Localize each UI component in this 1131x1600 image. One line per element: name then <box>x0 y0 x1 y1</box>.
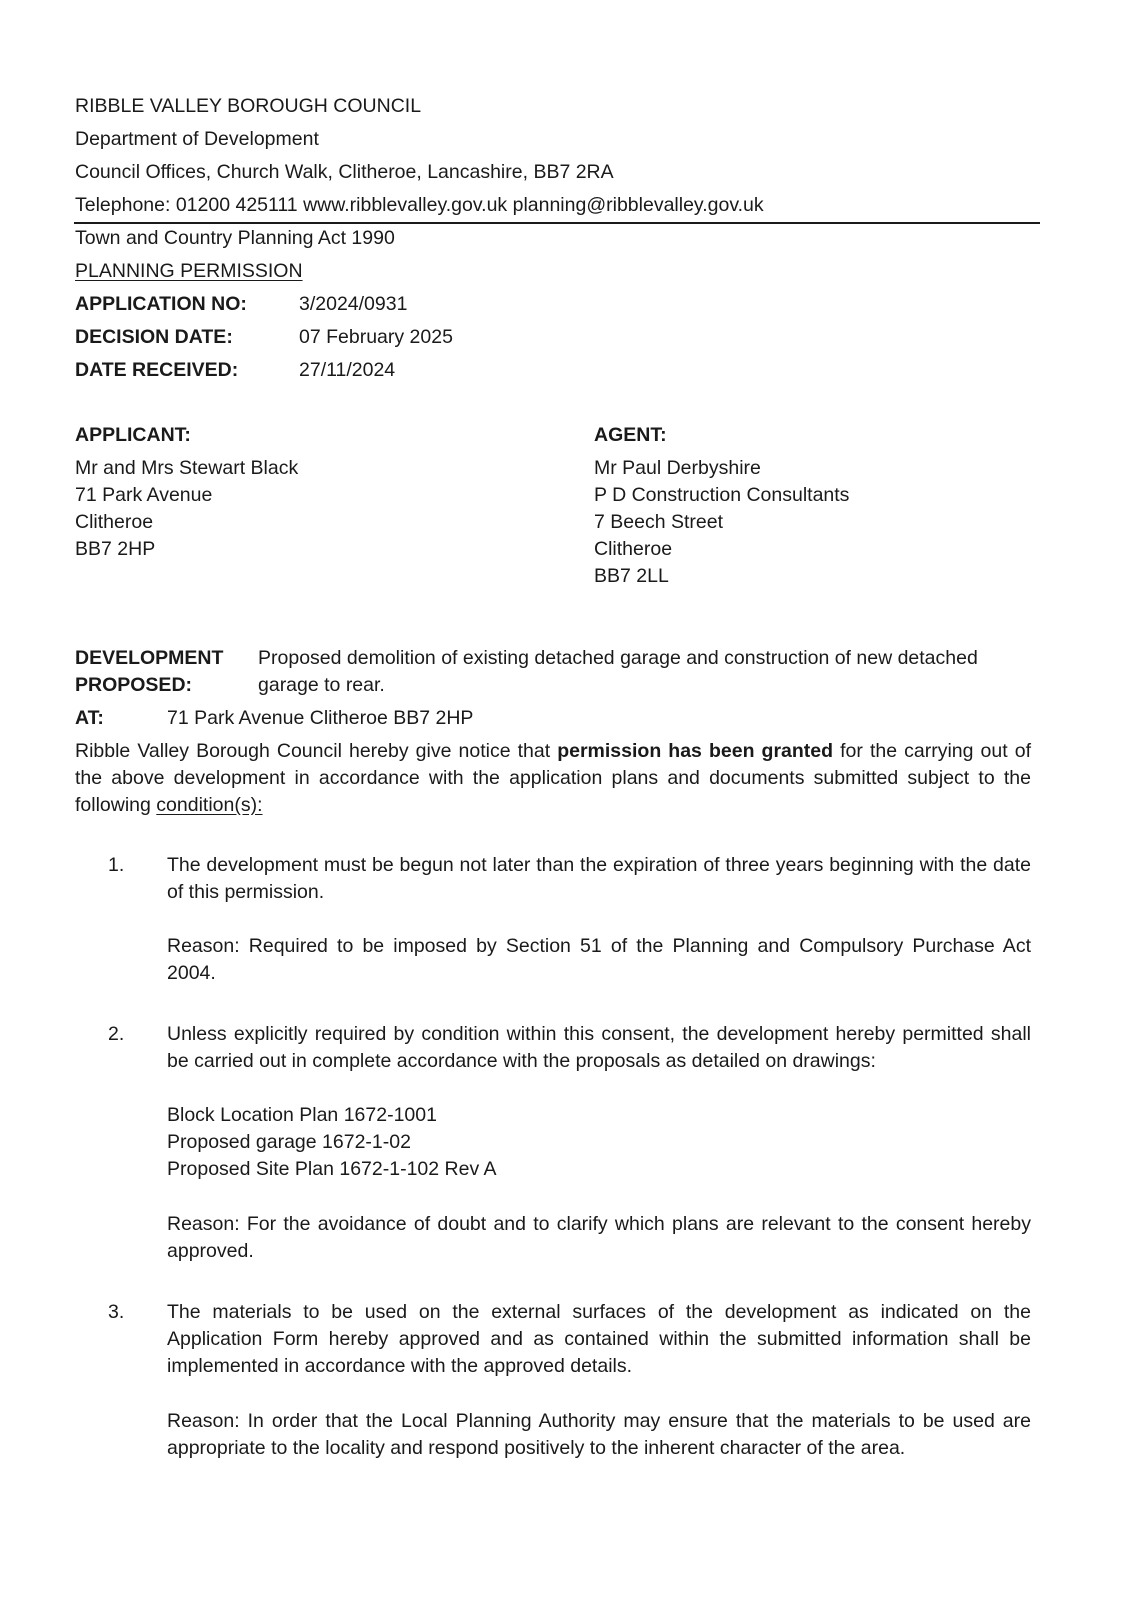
condition-number: 2. <box>108 1023 125 1045</box>
applicant-line: Mr and Mrs Stewart Black <box>75 457 299 479</box>
conditions-heading: condition(s): <box>156 794 263 816</box>
condition-text: Unless explicitly required by condition within this consent, the development hereby permitted shall be carried out in complete accordance with the proposals as detailed on drawings: <box>167 1023 1031 1072</box>
notice-text: Ribble Valley Borough Council hereby give notice that <box>75 740 558 762</box>
act-title: Town and Country Planning Act 1990 <box>75 227 395 249</box>
permission-notice <box>75 738 1031 819</box>
drawing-reference: Block Location Plan 1672-1001 <box>167 1104 437 1126</box>
date-received-value: 27/11/2024 <box>299 359 396 381</box>
condition-number: 1. <box>108 854 125 876</box>
drawing-reference: Proposed garage 1672-1-02 <box>167 1131 411 1153</box>
agent-line: BB7 2LL <box>594 565 669 587</box>
development-label: PROPOSED: <box>75 674 193 696</box>
condition-text: The materials to be used on the external surfaces of the development as indicated on the Application Form hereby approved and as contained within the submitted information shall be implemented in accordance with the approved details. <box>167 1301 1031 1377</box>
permission-type: PLANNING PERMISSION <box>75 260 303 282</box>
agent-line: Clitheroe <box>594 538 673 560</box>
agent-line: Mr Paul Derbyshire <box>594 457 761 479</box>
development-description: Proposed demolition of existing detached garage and construction of new detached <box>258 647 978 669</box>
header-divider <box>74 222 1040 224</box>
applicant-line: Clitheroe <box>75 511 154 533</box>
department-name: Department of Development <box>75 128 319 150</box>
development-label: DEVELOPMENT <box>75 647 224 669</box>
condition-text: The development must be begun not later than the expiration of three years beginning with the date of this permission. <box>167 854 1031 903</box>
application-no-value: 3/2024/0931 <box>299 293 408 315</box>
council-name: RIBBLE VALLEY BOROUGH COUNCIL <box>75 95 422 117</box>
site-label: AT: <box>75 707 104 729</box>
notice-decision: permission has been granted <box>557 740 834 762</box>
agent-heading: AGENT: <box>594 424 667 446</box>
condition-reason: Reason: In order that the Local Planning Authority may ensure that the materials to be used are appropriate to the locality and respond positively to the inherent character of the area. <box>167 1410 1031 1459</box>
council-address: Council Offices, Church Walk, Clitheroe, Lancashire, BB7 2RA <box>75 161 614 183</box>
applicant-line: 71 Park Avenue <box>75 484 213 506</box>
agent-line: 7 Beech Street <box>594 511 723 533</box>
condition-reason: Reason: Required to be imposed by Section 51 of the Planning and Compulsory Purchase Act 2004. <box>167 935 1031 984</box>
decision-date-label: DECISION DATE: <box>75 326 233 348</box>
application-no-label: APPLICATION NO: <box>75 293 247 315</box>
drawing-reference: Proposed Site Plan 1672-1-102 Rev A <box>167 1158 497 1180</box>
decision-date-value: 07 February 2025 <box>299 326 453 348</box>
condition-reason: Reason: For the avoidance of doubt and to clarify which plans are relevant to the consent hereby approved. <box>167 1213 1031 1262</box>
site-address: 71 Park Avenue Clitheroe BB7 2HP <box>167 707 474 729</box>
condition-number: 3. <box>108 1301 125 1323</box>
applicant-line: BB7 2HP <box>75 538 156 560</box>
notice-text: for the carrying out of the above development in accordance with the application plans and documents submitted subject to the following <box>75 740 1031 816</box>
agent-line: P D Construction Consultants <box>594 484 850 506</box>
development-description: garage to rear. <box>258 674 385 696</box>
date-received-label: DATE RECEIVED: <box>75 359 239 381</box>
applicant-heading: APPLICANT: <box>75 424 191 446</box>
contact-details: Telephone: 01200 425111 www.ribblevalley.gov.uk planning@ribblevalley.gov.uk <box>75 194 764 216</box>
